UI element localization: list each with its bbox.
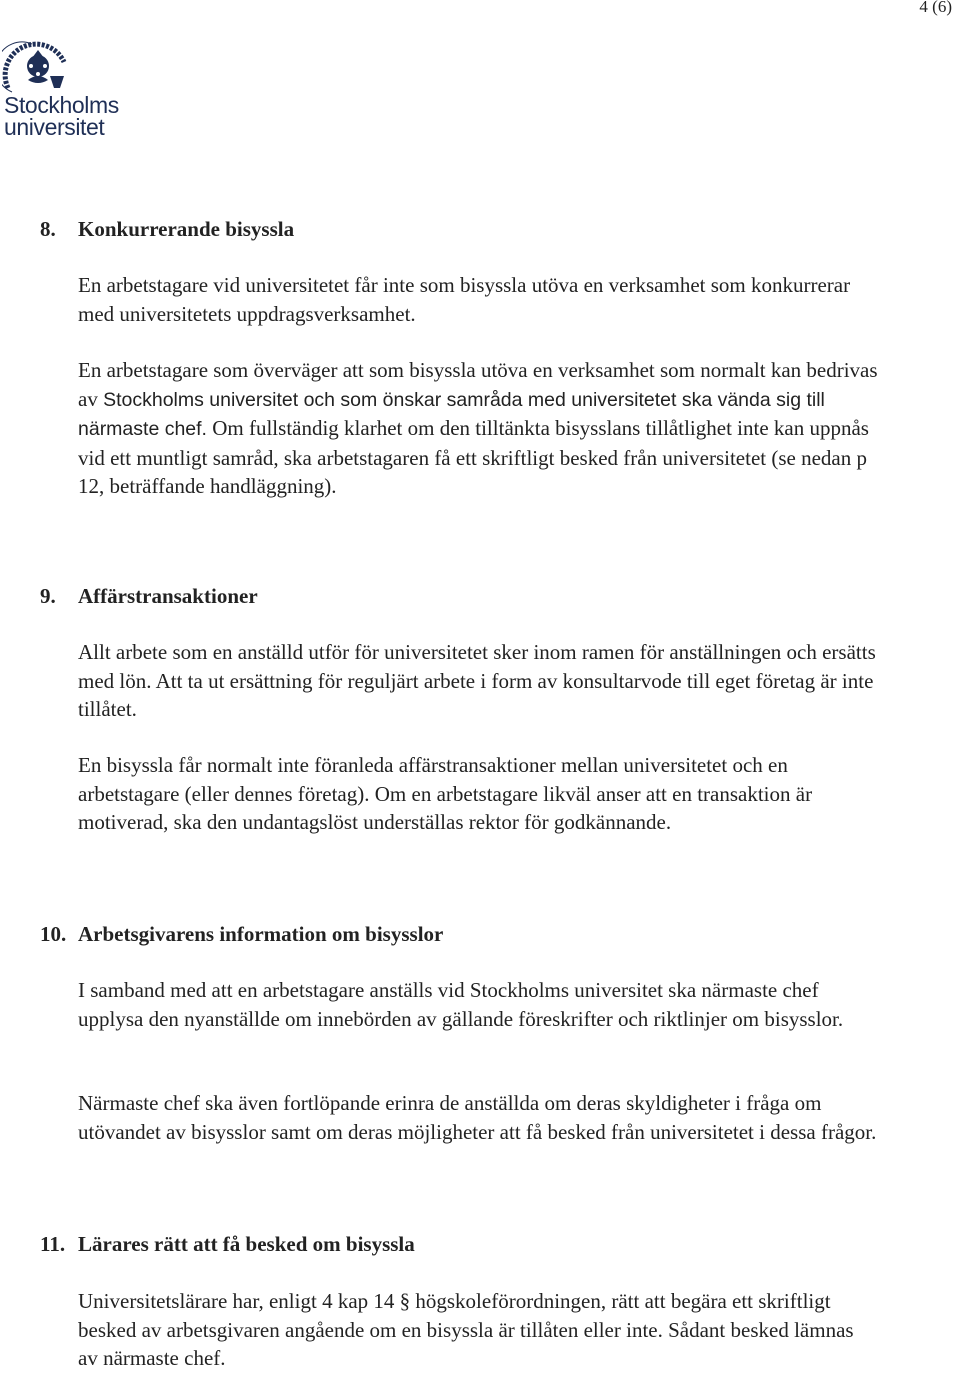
section-heading-8 — [40, 215, 294, 243]
section-number: 9. — [40, 584, 56, 608]
logo-wordmark — [4, 94, 119, 138]
logo-line-2: universitet — [4, 114, 105, 140]
section-number: 11. — [40, 1232, 66, 1256]
paragraph: I samband med att en arbetstagare anställs vid Stockholms universitet ska närmaste chef upplysa den nyanställde om innebörden av gällande föreskrifter och riktlinjer om bisysslor. — [78, 978, 844, 1031]
section-title: Arbetsgivarens information om bisysslor — [78, 922, 444, 946]
section-number: 10. — [40, 922, 67, 946]
page-number: 4 (6) — [919, 0, 952, 16]
paragraph: Allt arbete som en anställd utför för universitetet sker inom ramen för anställningen och ersätts med lön. Att ta ut ersättning för reguljärt arbete i form av konsultarvode till eget företag är inte tillåtet. — [78, 640, 876, 721]
paragraph: En bisyssla får normalt inte föranleda affärstransaktioner mellan universitetet och en arbetstagare (eller dennes företag). Om en arbetstagare likväl anser att en transaktion är motiverad, ska den undantagslöst underställas rektor för godkännande. — [78, 753, 813, 834]
paragraph: Universitetslärare har, enligt 4 kap 14 § högskoleförordningen, rätt att begära ett skriftligt besked av arbetsgivaren angående om en bisyssla är tillåten eller inte. Sådant besked lämnas av närmaste chef. — [78, 1289, 854, 1370]
section-title: Konkurrerande bisyssla — [78, 217, 295, 241]
university-logo — [2, 36, 124, 140]
section-heading-11 — [40, 1230, 415, 1258]
logo-line-1: Stockholms — [4, 92, 119, 118]
paragraph: En arbetstagare som överväger att som bisyssla utöva en verksamhet som normalt kan bedrivas av Stockholms universitet och som önskar samråda med universitetet ska vända sig till närmaste chef. Om fullständig klarhet om den tilltänkta bisysslans tillåtlighet inte kan uppnås vid ett muntligt samråd, ska arbetstagaren få ett skriftligt besked från universitetet (se nedan p 12, beträffande handläggning). — [78, 358, 878, 498]
section-title: Affärstransaktioner — [78, 584, 258, 608]
section-number: 8. — [40, 217, 56, 241]
section-heading-10 — [40, 920, 443, 948]
paragraph: En arbetstagare vid universitetet får inte som bisyssla utöva en verksamhet som konkurrerar med universitetets uppdragsverksamhet. — [78, 273, 851, 326]
section-heading-9 — [40, 582, 258, 610]
section-title: Lärares rätt att få besked om bisyssla — [78, 1232, 415, 1256]
paragraph: Närmaste chef ska även fortlöpande erinra de anställda om deras skyldigheter i fråga om utövandet av bisysslor samt om deras möjligheter att få besked från universitetet i dessa frågor. — [78, 1091, 877, 1144]
